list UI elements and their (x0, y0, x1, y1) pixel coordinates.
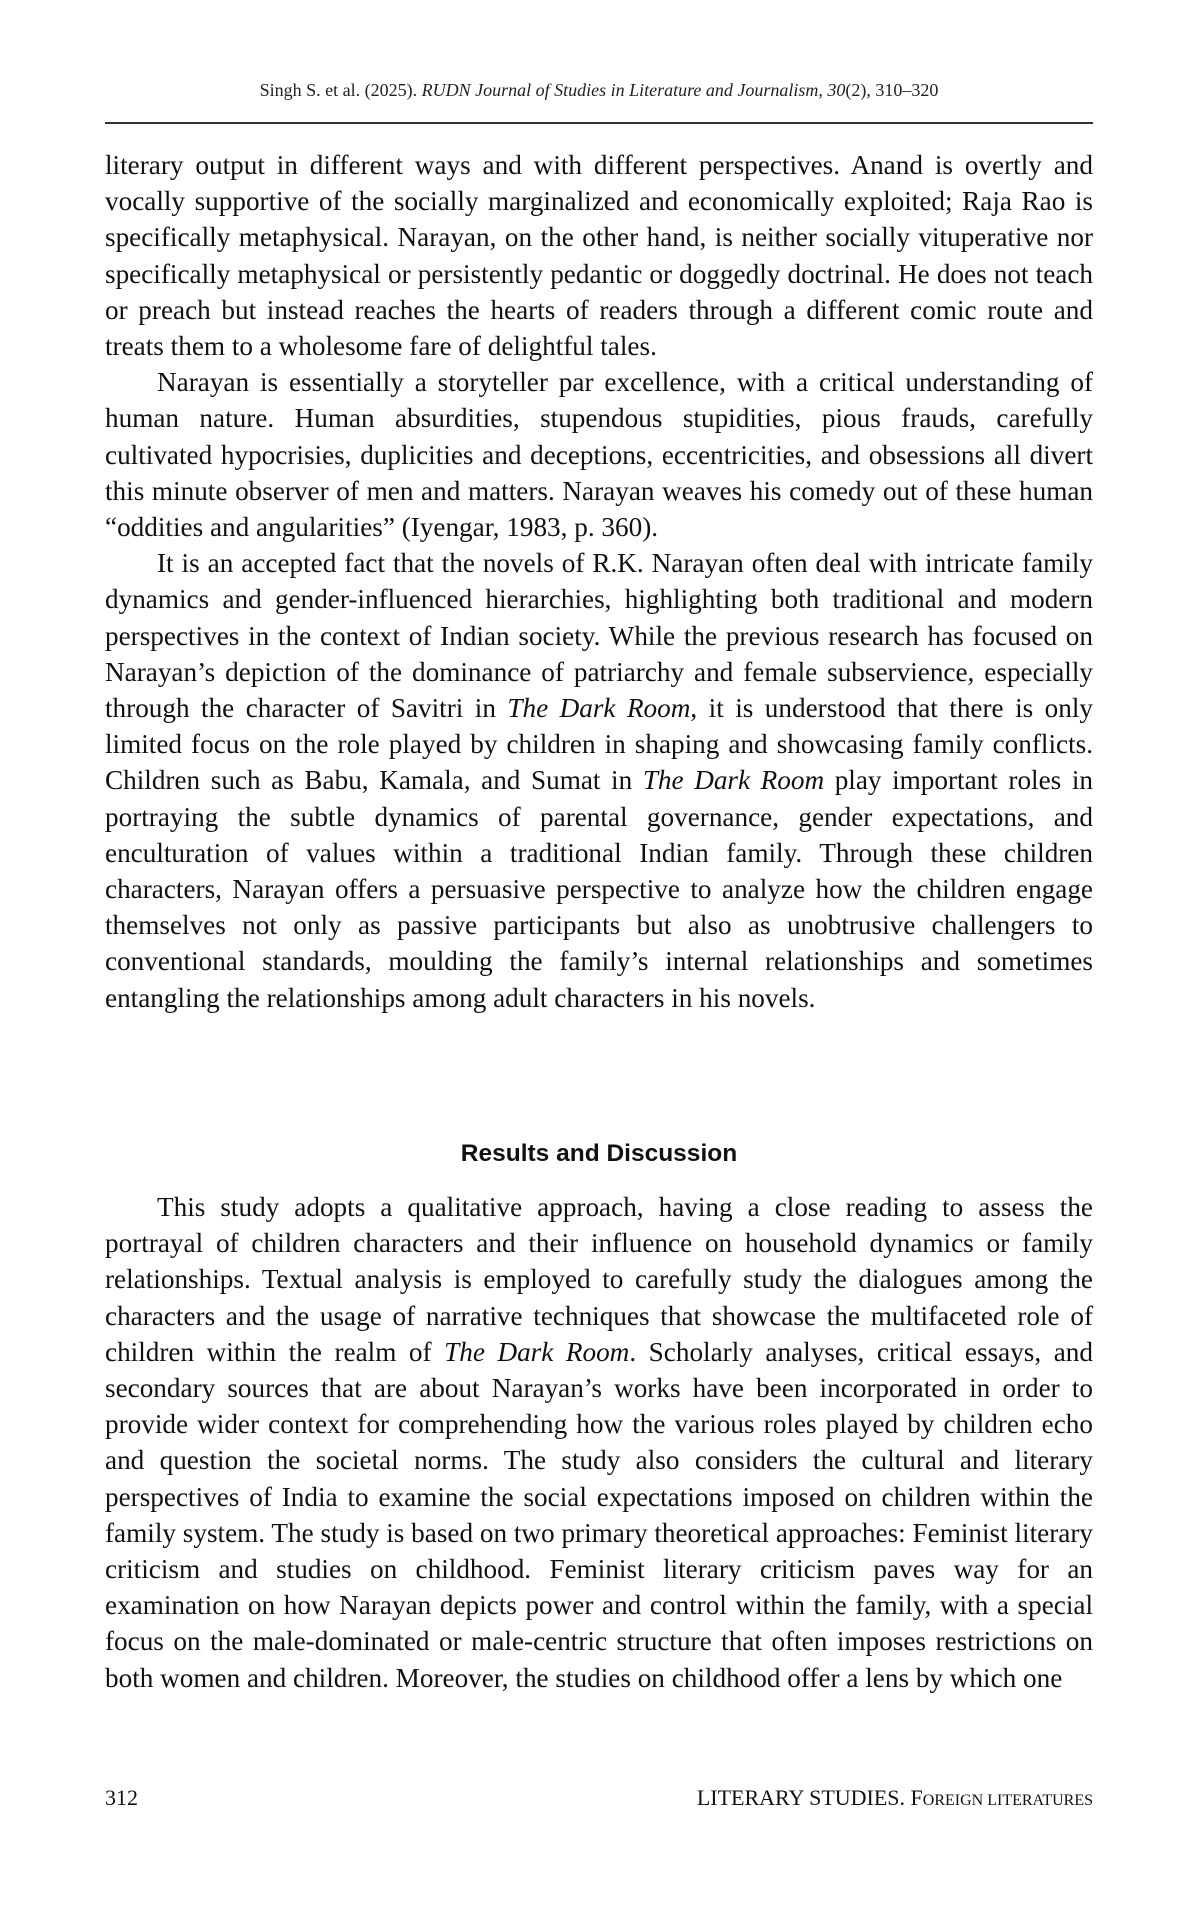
paragraph (105, 364, 1093, 545)
section-heading: Results and Discussion (460, 1140, 738, 1167)
running-head (105, 80, 1093, 101)
text-run: Narayan is essentially a storyteller par excellence, with a critical understanding of human nature. Human absurdities, stupendous stupidities, pious frauds, carefully cultivated hypocrisies, duplicities and deceptions, eccentricities, and obsessions all divert this minute observer of men and matters. Narayan weaves his comedy out of these human “oddities and angularities” (Iyengar, 1983, p. 360). (105, 367, 1093, 543)
text-run: This study adopts a qualitative approach, having a close reading to assess the portrayal of children characters and their influence on household dynamics or family relationships. Textual analysis is employed to carefully study the dialogues among the characters and the usage of narrative techniques that showcase the multifaceted role of children within the realm of (105, 1192, 1093, 1367)
footer-section-main: LITERARY STUDIES. (696, 1785, 911, 1810)
citation-authors: Singh S. et al. (2025). (259, 80, 422, 100)
citation-issue-pages: (2), 310–320 (845, 80, 939, 100)
text-run: . Scholarly analyses, critical essays, and secondary sources that are about Narayan’s works have been incorporated in order to provide wider context for comprehending how the various roles played by children echo and question the societal norms. The study also considers the cultural and literary perspectives of India to examine the social expectations imposed on children within the family system. The study is based on two primary theoretical approaches: Feminist literary criticism and studies on childhood. Feminist literary criticism paves way for an examination on how Narayan depicts power and control within the family, with a special focus on the male-dominated or male-centric structure that often imposes restrictions on both women and children. Moreover, the studies on childhood offer a lens by which one (105, 1336, 1093, 1693)
text-run: , it is understood that there is only limited focus on the role played by children in shaping and showcasing family conflicts. Children such as Babu, Kamala, and Sumat in (105, 693, 1093, 796)
section-results-body (105, 1189, 1093, 1696)
text-run: literary output in different ways and with different perspectives. Anand is overtly and vocally supportive of the socially marginalized and economically exploited; Raja Rao is specifically metaphysical. Narayan, on the other hand, is neither socially vituperative nor specifically metaphysical or persistently pedantic or doggedly doctrinal. He does not teach or preach but instead reaches the hearts of readers through a different comic route and treats them to a wholesome fare of delightful tales. (105, 150, 1093, 362)
paragraph (105, 147, 1093, 364)
header-rule (105, 122, 1093, 124)
text-run: play important roles in portraying the subtle dynamics of parental governance, gender expectations, and enculturation of values within a traditional Indian family. Through these children characters, Narayan offers a persuasive perspective to analyze how the children engage themselves not only as passive participants but also as unobtrusive challengers to conventional standards, moulding the family’s internal relationships and sometimes entangling the relationships among adult characters in his novels. (105, 765, 1093, 1013)
paragraph (105, 1189, 1093, 1696)
section-intro-body (105, 147, 1093, 1016)
section-footer (697, 1785, 1093, 1811)
book-title: The Dark Room (444, 1336, 630, 1367)
journal-name: RUDN Journal of Studies in Literature and Journalism, 30 (421, 80, 846, 100)
footer-section-smallcaps: OREIGN LITERATURES (922, 1792, 1093, 1809)
text-run: It is an accepted fact that the novels of R.K. Narayan often deal with intricate family dynamics and gender-influenced hierarchies, highlighting both traditional and modern perspectives in the context of Indian society. While the previous research has focused on Narayan’s depiction of the dominance of patriarchy and female subservience, especially through the character of Savitri in (105, 548, 1093, 724)
paragraph (105, 545, 1093, 1016)
page-number: 312 (105, 1785, 138, 1810)
book-title: The Dark Room (507, 693, 691, 724)
footer-section-cap: F (910, 1785, 923, 1810)
book-title: The Dark Room (642, 765, 825, 796)
